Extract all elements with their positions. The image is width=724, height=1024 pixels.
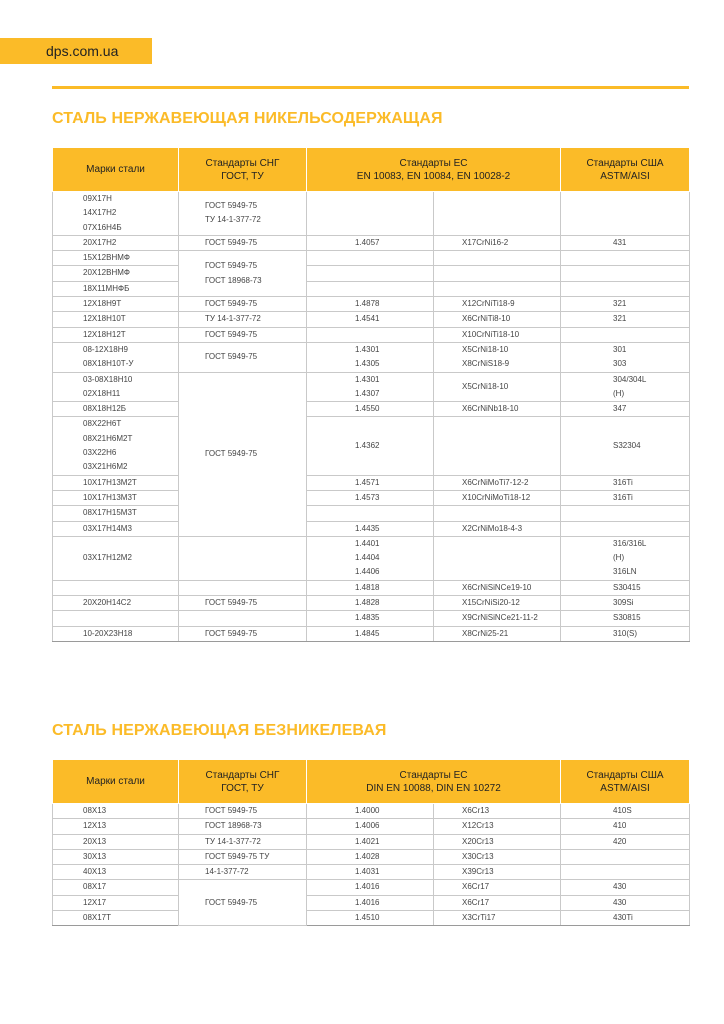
cell-us-standard: 309Si — [561, 596, 690, 611]
cell-en-designation: X6CrNiTi8-10 — [434, 312, 561, 327]
header-eu-standards: Стандарты ЕС DIN EN 10088, DIN EN 10272 — [307, 760, 561, 804]
table-row — [53, 402, 690, 417]
cell-en-number: 1.4550 — [307, 402, 434, 417]
cell-en-number: 1.4057 — [307, 235, 434, 250]
cell-steel-grade: 03Х17Н12М2 — [53, 536, 179, 580]
header-eu-standards: Стандарты ЕС EN 10083, EN 10084, EN 10028-2 — [307, 148, 561, 192]
cell-cis-standard — [179, 580, 307, 595]
table-row — [53, 417, 690, 475]
cell-en-designation: X5CrNi18-10 X8CrNiS18-9 — [434, 342, 561, 372]
cell-cis-standard — [179, 536, 307, 580]
cell-en-designation: X15CrNiSi20-12 — [434, 596, 561, 611]
table-row — [53, 506, 690, 521]
cell-en-number: 1.4845 — [307, 626, 434, 641]
cell-cis-standard: ТУ 14-1-377-72 — [179, 312, 307, 327]
table-row — [53, 342, 690, 372]
cell-en-designation: X8CrNi25-21 — [434, 626, 561, 641]
header-steel-grade: Марки стали — [53, 760, 179, 804]
cell-steel-grade: 08Х17 — [53, 880, 179, 895]
section-title-nickel-free: СТАЛЬ НЕРЖАВЕЮЩАЯ БЕЗНИКЕЛЕВАЯ — [52, 722, 387, 739]
cell-en-designation: X17CrNi16-2 — [434, 235, 561, 250]
table-row — [53, 312, 690, 327]
cell-cis-standard: ГОСТ 5949-75 — [179, 342, 307, 372]
table-row — [53, 580, 690, 595]
table-row — [53, 251, 690, 266]
cell-en-number: 1.4573 — [307, 490, 434, 505]
cell-us-standard — [561, 266, 690, 281]
cell-cis-standard: ГОСТ 5949-75 ГОСТ 18968-73 — [179, 251, 307, 297]
cell-en-number: 1.4362 — [307, 417, 434, 475]
header-us-standards: Стандарты США ASTM/AISI — [561, 760, 690, 804]
cell-en-number — [307, 327, 434, 342]
cell-us-standard: 431 — [561, 235, 690, 250]
table-row — [53, 880, 690, 895]
cell-steel-grade: 08Х18Н12Б — [53, 402, 179, 417]
cell-steel-grade: 10-20Х23Н18 — [53, 626, 179, 641]
cell-cis-standard: ГОСТ 5949-75 — [179, 626, 307, 641]
cell-steel-grade: 20Х20Н14С2 — [53, 596, 179, 611]
table-row — [53, 297, 690, 312]
table-row — [53, 490, 690, 505]
table-row — [53, 819, 690, 834]
table-row — [53, 895, 690, 910]
table-row — [53, 611, 690, 626]
cell-en-designation: X10CrNiTi18-10 — [434, 327, 561, 342]
cell-en-number — [307, 192, 434, 236]
cell-en-designation: X6Cr17 — [434, 895, 561, 910]
cell-en-designation: X2CrNiMo18-4-3 — [434, 521, 561, 536]
cell-cis-standard: ГОСТ 5949-75 — [179, 235, 307, 250]
cell-en-number: 1.4031 — [307, 865, 434, 880]
cell-en-designation: X6CrNiSiNCe19-10 — [434, 580, 561, 595]
cell-en-designation: X5CrNi18-10 — [434, 372, 561, 402]
cell-steel-grade: 08Х13 — [53, 804, 179, 819]
cell-steel-grade: 40Х13 — [53, 865, 179, 880]
cell-en-designation — [434, 536, 561, 580]
cell-steel-grade: 03-08Х18Н10 02Х18Н11 — [53, 372, 179, 402]
cell-cis-standard: ГОСТ 5949-75 ТУ — [179, 849, 307, 864]
cell-us-standard — [561, 849, 690, 864]
cell-cis-standard: ГОСТ 18968-73 — [179, 819, 307, 834]
cell-steel-grade — [53, 580, 179, 595]
header-cis-standards: Стандарты СНГ ГОСТ, ТУ — [179, 760, 307, 804]
cell-cis-standard: ГОСТ 5949-75 — [179, 596, 307, 611]
table-row — [53, 521, 690, 536]
cell-steel-grade — [53, 611, 179, 626]
cell-en-designation — [434, 281, 561, 296]
cell-us-standard: S30815 — [561, 611, 690, 626]
cell-en-designation: X12CrNiTi18-9 — [434, 297, 561, 312]
cell-en-designation — [434, 266, 561, 281]
cell-en-designation: X10CrNiMoTi18-12 — [434, 490, 561, 505]
cell-us-standard: S32304 — [561, 417, 690, 475]
cell-us-standard: 410 — [561, 819, 690, 834]
cell-steel-grade: 08Х22Н6Т 08Х21Н6М2Т 03Х22Н6 03Х21Н6М2 — [53, 417, 179, 475]
cell-en-designation — [434, 192, 561, 236]
cell-en-designation: X39Cr13 — [434, 865, 561, 880]
cell-cis-standard: ГОСТ 5949-75 ТУ 14-1-377-72 — [179, 192, 307, 236]
cell-en-number — [307, 506, 434, 521]
cell-cis-standard: ГОСТ 5949-75 — [179, 297, 307, 312]
cell-en-number: 1.4006 — [307, 819, 434, 834]
cell-us-standard: 304/304L (H) — [561, 372, 690, 402]
cell-steel-grade: 12Х18Н10Т — [53, 312, 179, 327]
cell-steel-grade: 10Х17Н13М2Т — [53, 475, 179, 490]
cell-us-standard: 430 — [561, 895, 690, 910]
cell-steel-grade: 30Х13 — [53, 849, 179, 864]
site-brand: dps.com.ua — [0, 38, 152, 64]
cell-us-standard: 347 — [561, 402, 690, 417]
cell-steel-grade: 15Х12ВНМФ — [53, 251, 179, 266]
cell-en-designation: X9CrNiSiNCe21-11-2 — [434, 611, 561, 626]
cell-steel-grade: 12Х13 — [53, 819, 179, 834]
cell-steel-grade: 09Х17Н 14Х17Н2 07Х16Н4Б — [53, 192, 179, 236]
cell-cis-standard: ГОСТ 5949-75 — [179, 372, 307, 536]
cell-cis-standard: ГОСТ 5949-75 — [179, 880, 307, 926]
cell-en-designation: X12Cr13 — [434, 819, 561, 834]
cell-us-standard — [561, 251, 690, 266]
cell-steel-grade: 12Х18Н12Т — [53, 327, 179, 342]
nickel-steel-table — [52, 147, 690, 642]
cell-en-number — [307, 266, 434, 281]
cell-en-number: 1.4828 — [307, 596, 434, 611]
cell-en-designation: X6CrNiMoTi7-12-2 — [434, 475, 561, 490]
cell-us-standard: 316/316L (H) 316LN — [561, 536, 690, 580]
table-header-row — [53, 760, 690, 804]
table-row — [53, 536, 690, 580]
table-row — [53, 626, 690, 641]
cell-us-standard — [561, 865, 690, 880]
table-row — [53, 327, 690, 342]
cell-us-standard: 420 — [561, 834, 690, 849]
section-title-nickel: СТАЛЬ НЕРЖАВЕЮЩАЯ НИКЕЛЬСОДЕРЖАЩАЯ — [52, 110, 443, 127]
cell-us-standard: 301 303 — [561, 342, 690, 372]
cell-en-number: 1.4021 — [307, 834, 434, 849]
header-us-standards: Стандарты США ASTM/AISI — [561, 148, 690, 192]
cell-en-number: 1.4541 — [307, 312, 434, 327]
cell-us-standard: 310(S) — [561, 626, 690, 641]
cell-en-number: 1.4435 — [307, 521, 434, 536]
cell-en-number: 1.4016 — [307, 895, 434, 910]
table-row — [53, 281, 690, 296]
cell-en-number: 1.4835 — [307, 611, 434, 626]
table-row — [53, 266, 690, 281]
cell-en-number: 1.4000 — [307, 804, 434, 819]
header-divider — [52, 86, 689, 89]
cell-en-designation — [434, 417, 561, 475]
cell-en-number: 1.4301 1.4305 — [307, 342, 434, 372]
cell-en-designation — [434, 506, 561, 521]
cell-en-designation: X20Cr13 — [434, 834, 561, 849]
cell-en-number: 1.4818 — [307, 580, 434, 595]
cell-us-standard — [561, 506, 690, 521]
cell-us-standard: 410S — [561, 804, 690, 819]
cell-en-number: 1.4028 — [307, 849, 434, 864]
cell-us-standard: 316Ti — [561, 490, 690, 505]
cell-en-designation — [434, 251, 561, 266]
table-row — [53, 865, 690, 880]
cell-en-number — [307, 281, 434, 296]
header-steel-grade: Марки стали — [53, 148, 179, 192]
cell-us-standard: 321 — [561, 297, 690, 312]
cell-en-number: 1.4401 1.4404 1.4406 — [307, 536, 434, 580]
cell-en-designation: X30Cr13 — [434, 849, 561, 864]
cell-steel-grade: 08Х17Н15М3Т — [53, 506, 179, 521]
cell-en-number — [307, 251, 434, 266]
cell-en-designation: X6Cr13 — [434, 804, 561, 819]
table-row — [53, 192, 690, 236]
cell-en-designation: X6CrNiNb18-10 — [434, 402, 561, 417]
cell-us-standard: 430 — [561, 880, 690, 895]
cell-cis-standard — [179, 611, 307, 626]
cell-en-number: 1.4878 — [307, 297, 434, 312]
cell-en-designation: X6Cr17 — [434, 880, 561, 895]
cell-cis-standard: ГОСТ 5949-75 — [179, 804, 307, 819]
header-cis-standards: Стандарты СНГ ГОСТ, ТУ — [179, 148, 307, 192]
table-row — [53, 911, 690, 926]
cell-us-standard — [561, 521, 690, 536]
table-row — [53, 804, 690, 819]
cell-steel-grade: 20Х13 — [53, 834, 179, 849]
table-row — [53, 849, 690, 864]
cell-steel-grade: 08-12Х18Н9 08Х18Н10Т-У — [53, 342, 179, 372]
cell-us-standard — [561, 327, 690, 342]
table-header-row — [53, 148, 690, 192]
cell-cis-standard: 14-1-377-72 — [179, 865, 307, 880]
cell-us-standard — [561, 281, 690, 296]
table-row — [53, 596, 690, 611]
cell-steel-grade: 08Х17Т — [53, 911, 179, 926]
cell-cis-standard: ТУ 14-1-377-72 — [179, 834, 307, 849]
table-row — [53, 372, 690, 402]
cell-steel-grade: 18Х11МНФБ — [53, 281, 179, 296]
cell-us-standard: 316Ti — [561, 475, 690, 490]
cell-us-standard: S30415 — [561, 580, 690, 595]
cell-us-standard: 321 — [561, 312, 690, 327]
table-row — [53, 834, 690, 849]
cell-steel-grade: 12Х18Н9Т — [53, 297, 179, 312]
cell-steel-grade: 10Х17Н13М3Т — [53, 490, 179, 505]
table-row — [53, 235, 690, 250]
cell-en-number: 1.4016 — [307, 880, 434, 895]
cell-steel-grade: 20Х17Н2 — [53, 235, 179, 250]
cell-en-number: 1.4301 1.4307 — [307, 372, 434, 402]
cell-us-standard: 430Ti — [561, 911, 690, 926]
cell-en-designation: X3CrTi17 — [434, 911, 561, 926]
cell-steel-grade: 03Х17Н14М3 — [53, 521, 179, 536]
nickel-free-steel-table — [52, 759, 690, 926]
cell-cis-standard: ГОСТ 5949-75 — [179, 327, 307, 342]
cell-steel-grade: 20Х12ВНМФ — [53, 266, 179, 281]
cell-en-number: 1.4571 — [307, 475, 434, 490]
cell-steel-grade: 12Х17 — [53, 895, 179, 910]
cell-en-number: 1.4510 — [307, 911, 434, 926]
cell-us-standard — [561, 192, 690, 236]
table-row — [53, 475, 690, 490]
